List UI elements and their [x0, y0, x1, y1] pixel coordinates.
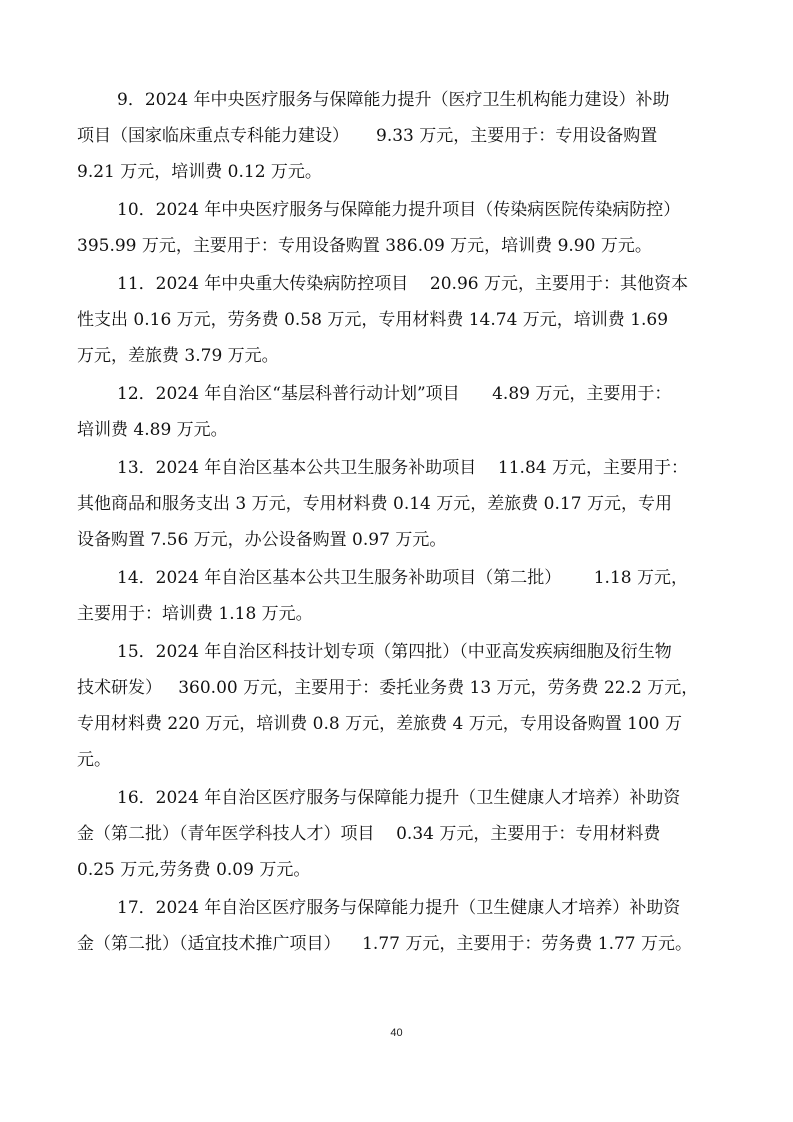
paragraph-line: 395.99 万元，主要用于：专用设备购置 386.09 万元，培训费 9.90 万元。 — [77, 236, 652, 256]
paragraph-line: 性支出 0.16 万元，劳务费 0.58 万元，专用材料费 14.74 万元，培训费 1.69 — [77, 310, 669, 330]
paragraph-line: 主要用于：培训费 1.18 万元。 — [77, 604, 313, 624]
paragraph-line: 10．2024 年中央医疗服务与保障能力提升项目（传染病医院传染病防控） — [117, 200, 681, 220]
paragraph-line: 元。 — [77, 750, 111, 770]
page-number: 40 — [390, 1027, 403, 1039]
paragraph-line: 金（第二批）（青年医学科技人才）项目 0.34 万元，主要用于：专用材料费 — [77, 824, 661, 844]
paragraph-line: 培训费 4.89 万元。 — [77, 420, 228, 440]
paragraph-line: 11．2024 年中央重大传染病防控项目 20.96 万元，主要用于：其他资本 — [117, 274, 688, 294]
paragraph-line: 12．2024 年自治区“基层科普行动计划”项目 4.89 万元，主要用于： — [117, 384, 672, 404]
paragraph-line: 0.25 万元,劳务费 0.09 万元。 — [77, 860, 311, 880]
paragraph-line: 其他商品和服务支出 3 万元，专用材料费 0.14 万元，差旅费 0.17 万元，专用 — [77, 494, 672, 514]
paragraph-line: 专用材料费 220 万元，培训费 0.8 万元，差旅费 4 万元，专用设备购置 100 万 — [77, 714, 682, 734]
paragraph-line: 14．2024 年自治区基本公共卫生服务补助项目（第二批） 1.18 万元， — [117, 568, 688, 588]
paragraph-line: 9．2024 年中央医疗服务与保障能力提升（医疗卫生机构能力建设）补助 — [117, 90, 670, 110]
paragraph-line: 9.21 万元，培训费 0.12 万元。 — [77, 162, 322, 182]
paragraph-line: 技术研发） 360.00 万元，主要用于：委托业务费 13 万元，劳务费 22.2 万元， — [77, 678, 699, 698]
paragraph-line: 15．2024 年自治区科技计划专项（第四批）（中亚高发疾病细胞及衍生物 — [117, 642, 672, 662]
paragraph-line: 金（第二批）（适宜技术推广项目） 1.77 万元，主要用于：劳务费 1.77 万元。 — [77, 934, 693, 954]
paragraph-line: 13．2024 年自治区基本公共卫生服务补助项目 11.84 万元，主要用于： — [117, 458, 688, 478]
paragraph-line: 16．2024 年自治区医疗服务与保障能力提升（卫生健康人才培养）补助资 — [117, 788, 681, 808]
paragraph-line: 项目（国家临床重点专科能力建设） 9.33 万元，主要用于：专用设备购置 — [77, 126, 658, 146]
paragraph-line: 万元，差旅费 3.79 万元。 — [77, 346, 279, 366]
paragraph-line: 设备购置 7.56 万元，办公设备购置 0.97 万元。 — [77, 530, 447, 550]
paragraph-line: 17．2024 年自治区医疗服务与保障能力提升（卫生健康人才培养）补助资 — [117, 898, 681, 918]
